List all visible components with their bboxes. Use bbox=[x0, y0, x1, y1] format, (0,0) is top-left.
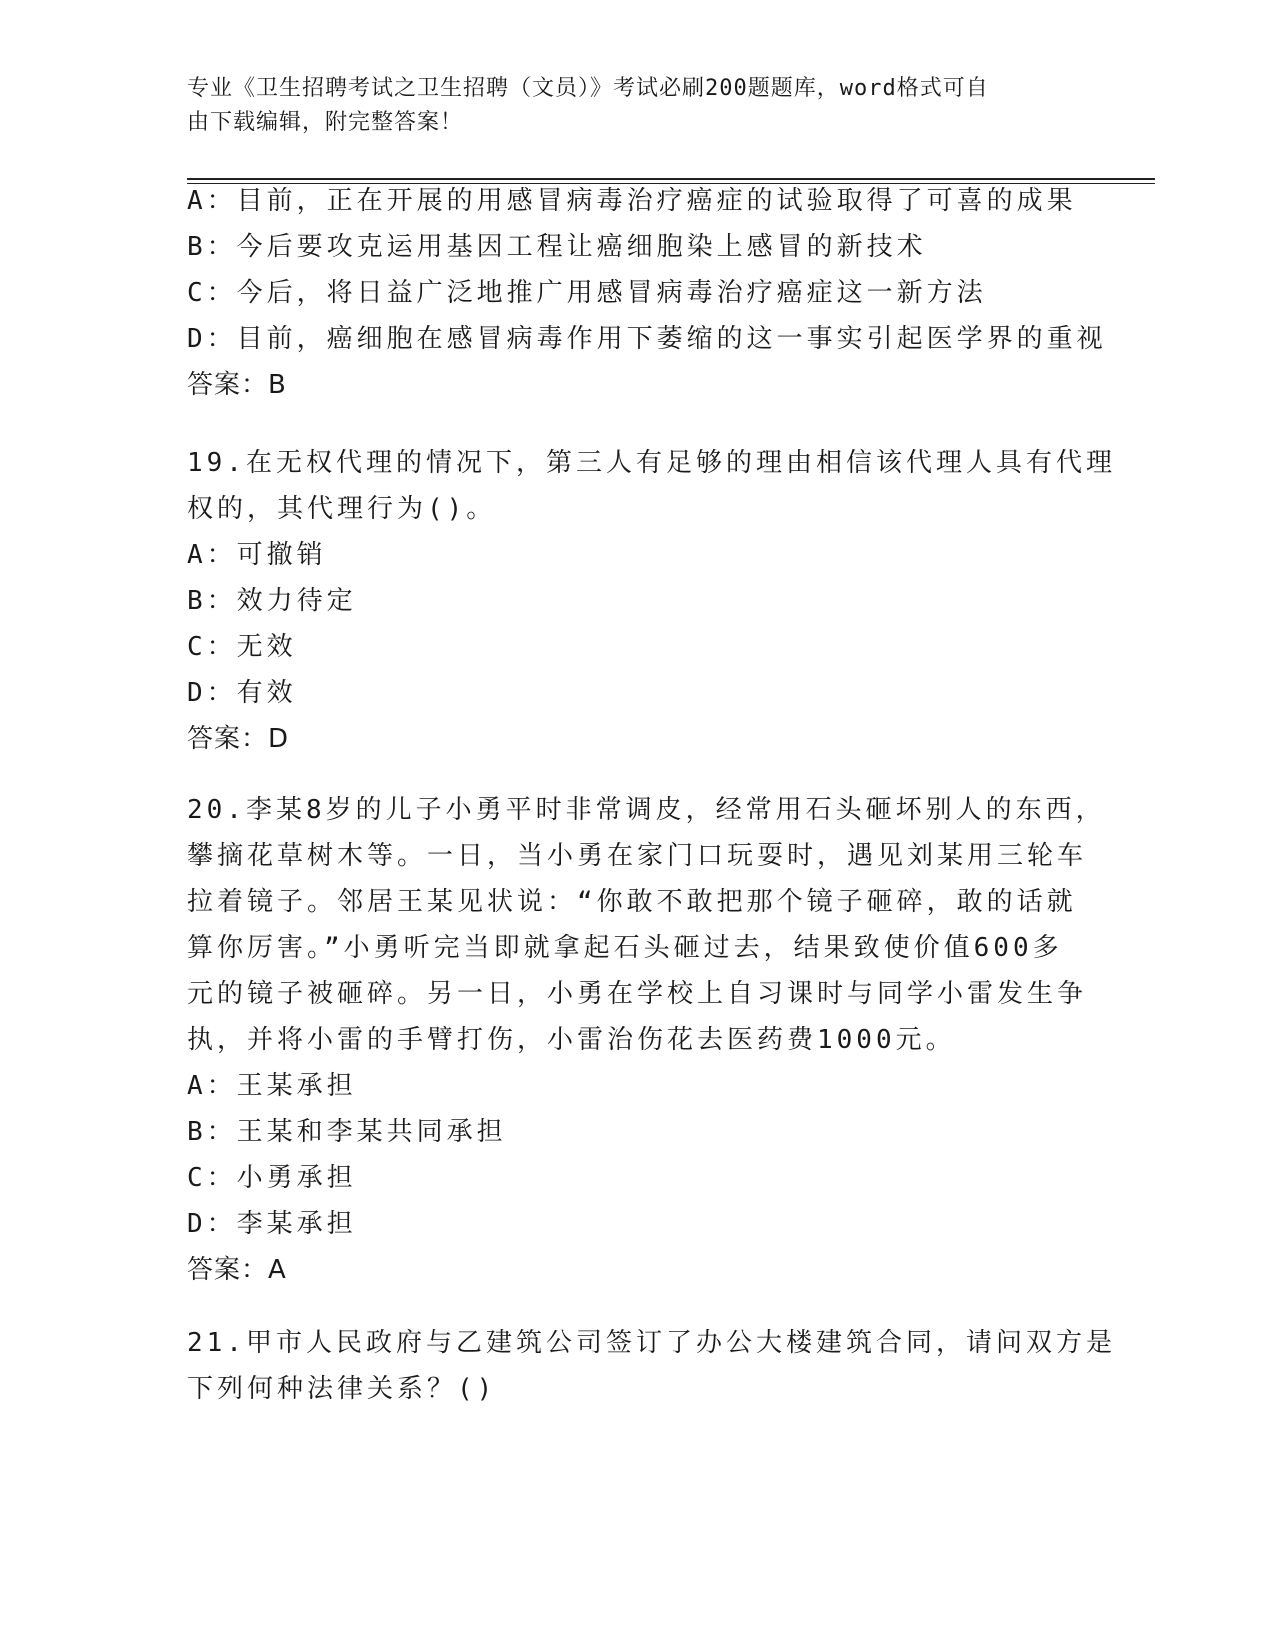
question-line: 执，并将小雷的手臂打伤，小雷治伤花去医药费1000元。 bbox=[187, 1025, 956, 1055]
option-b: B：王某和李某共同承担 bbox=[187, 1117, 507, 1147]
question-line: 21.甲市人民政府与乙建筑公司签订了办公大楼建筑合同，请问双方是 bbox=[187, 1328, 1116, 1358]
option-c: C：小勇承担 bbox=[187, 1163, 357, 1193]
question-line: 拉着镜子。邻居王某见状说：“你敢不敢把那个镜子砸碎，敢的话就 bbox=[187, 887, 1077, 917]
question-18 bbox=[187, 178, 1107, 408]
option-b: B：效力待定 bbox=[187, 586, 357, 616]
question-line: 权的，其代理行为()。 bbox=[187, 494, 497, 524]
question-text bbox=[187, 1320, 1116, 1412]
answer: 答案：B bbox=[187, 370, 287, 400]
option-b: B：今后要攻克运用基因工程让癌细胞染上感冒的新技术 bbox=[187, 232, 927, 262]
question-line: 元的镜子被砸碎。另一日，小勇在学校上自习课时与同学小雷发生争 bbox=[187, 979, 1088, 1009]
question-line: 攀摘花草树木等。一日，当小勇在家门口玩耍时，遇见刘某用三轮车 bbox=[187, 841, 1088, 871]
question-20 bbox=[187, 787, 1106, 1293]
question-text bbox=[187, 440, 1116, 532]
document-header bbox=[187, 72, 1087, 140]
question-line: 19.在无权代理的情况下，第三人有足够的理由相信该代理人具有代理 bbox=[187, 448, 1116, 478]
question-19 bbox=[187, 440, 1116, 762]
question-21 bbox=[187, 1320, 1116, 1412]
header-line-1: 专业《卫生招聘考试之卫生招聘（文员）》考试必刷200题题库，word格式可自 bbox=[187, 76, 989, 101]
option-c: C：今后，将日益广泛地推广用感冒病毒治疗癌症这一新方法 bbox=[187, 278, 987, 308]
question-line: 下列何种法律关系？() bbox=[187, 1374, 497, 1404]
question-line: 算你厉害。”小勇听完当即就拿起石头砸过去，结果致使价值600多 bbox=[187, 933, 1063, 963]
answer: 答案：A bbox=[187, 1255, 287, 1285]
header-line-2: 由下载编辑，附完整答案！ bbox=[187, 110, 464, 135]
option-a: A：可撤销 bbox=[187, 540, 327, 570]
option-c: C：无效 bbox=[187, 632, 297, 662]
option-a: A：王某承担 bbox=[187, 1071, 357, 1101]
option-d: D：目前，癌细胞在感冒病毒作用下萎缩的这一事实引起医学界的重视 bbox=[187, 324, 1107, 354]
question-line: 20.李某8岁的儿子小勇平时非常调皮，经常用石头砸坏别人的东西， bbox=[187, 795, 1106, 825]
option-a: A：目前，正在开展的用感冒病毒治疗癌症的试验取得了可喜的成果 bbox=[187, 186, 1077, 216]
option-d: D：有效 bbox=[187, 678, 297, 708]
option-d: D：李某承担 bbox=[187, 1209, 357, 1239]
question-text bbox=[187, 787, 1106, 1063]
answer: 答案：D bbox=[187, 724, 290, 754]
